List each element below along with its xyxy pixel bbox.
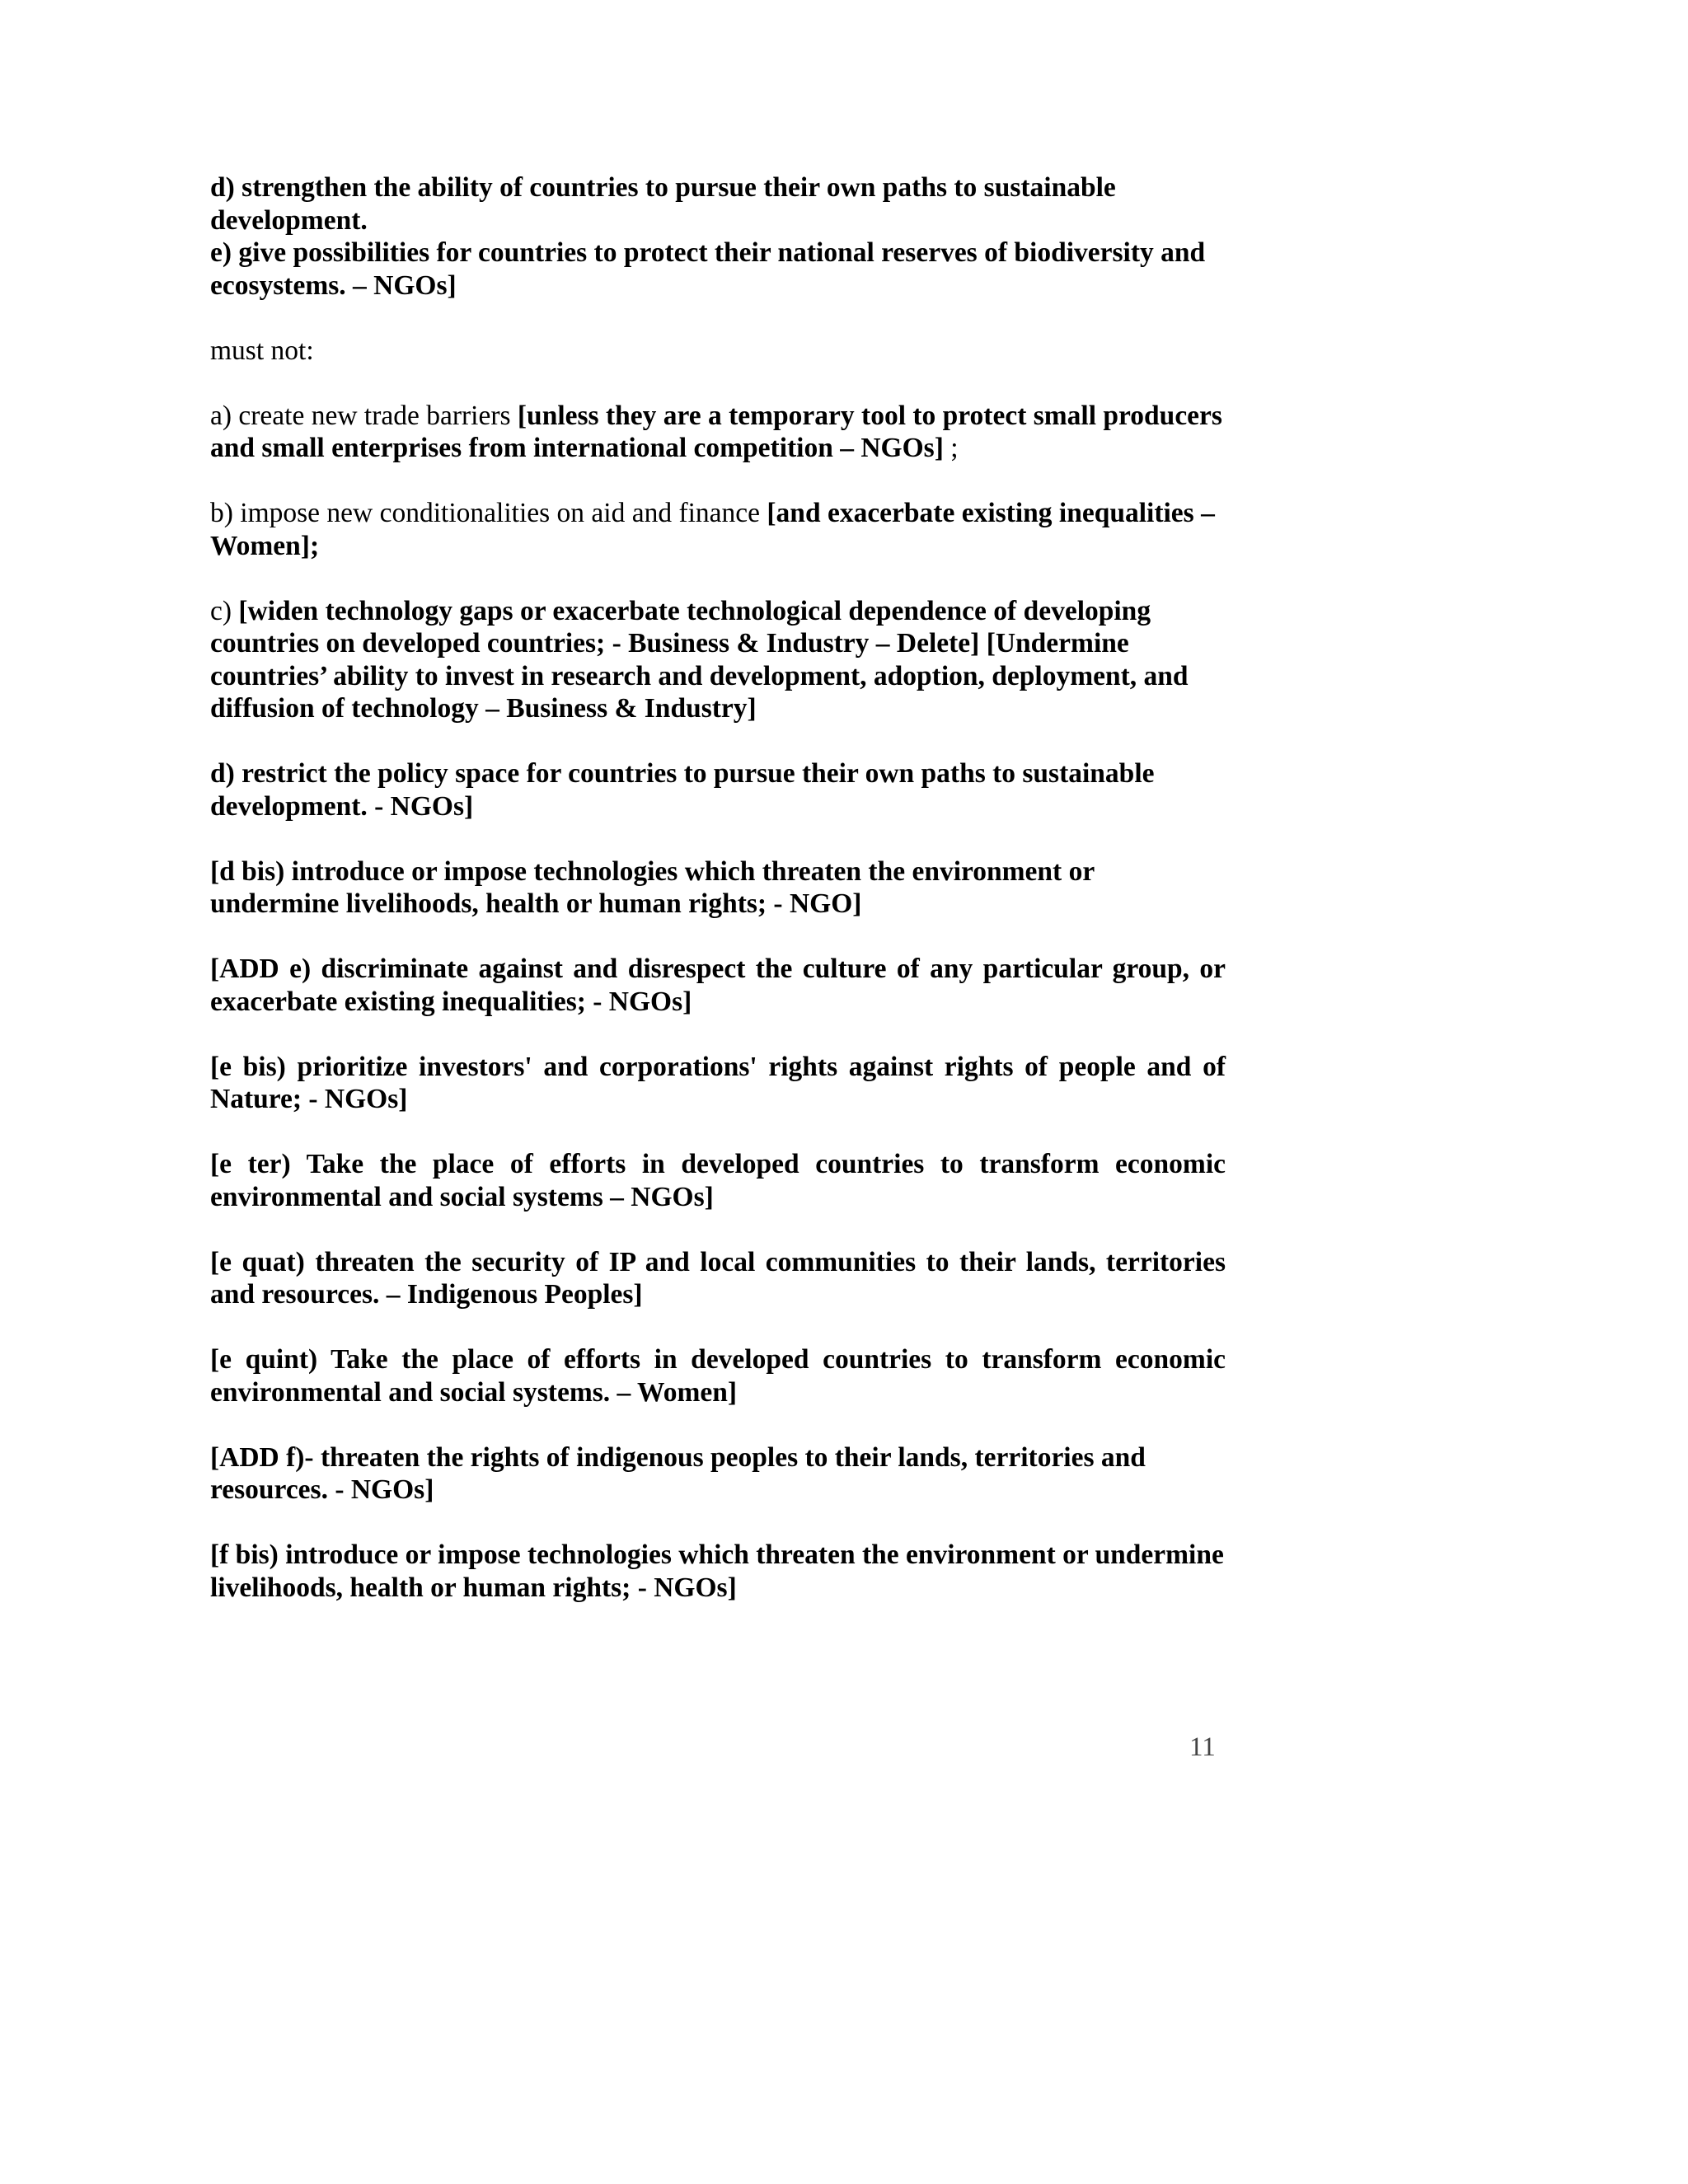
paragraph-text-insert: [unless they are a temporary tool to protect small producers and small enterprises from international competition – NGOs] — [210, 400, 1222, 463]
document-body — [210, 171, 1226, 1637]
paragraph-d-bis — [210, 855, 1226, 921]
paragraph-text-plain: ; — [943, 433, 959, 463]
paragraph-add-f — [210, 1441, 1226, 1507]
paragraph-f-bis — [210, 1539, 1226, 1604]
paragraph-text: e) give possibilities for countries to protect their national reserves of biodiversity and ecosystems. – NGOs] — [210, 237, 1206, 301]
paragraph-must-not — [210, 335, 1226, 368]
paragraph-d-strengthen — [210, 171, 1226, 237]
paragraph-text: d) strengthen the ability of countries to pursue their own paths to sustainable development. — [210, 172, 1116, 236]
paragraph-text: [e bis) prioritize investors' and corporations' rights against rights of people and of Nature; - NGOs] — [210, 1051, 1226, 1114]
page-number: 11 — [1189, 1732, 1216, 1762]
paragraph-b-conditionalities — [210, 497, 1226, 562]
paragraph-e-give-possibilities — [210, 237, 1226, 302]
paragraph-text-insert: [widen technology gaps or exacerbate technological dependence of developing countries on developed countries; - Business & Industry – Delete] [Undermine countries’ ability to invest in research and development, adoption, deployment, and diffusion of technology – Business & Industry] — [210, 595, 1189, 724]
paragraph-text-plain: a) create new trade barriers — [210, 400, 518, 431]
paragraph-c-technology-gaps — [210, 595, 1226, 725]
paragraph-text: [d bis) introduce or impose technologies which threaten the environment or undermine livelihoods, health or human rights; - NGO] — [210, 855, 1095, 919]
paragraph-text-insert: [and exacerbate existing inequalities – Women]; — [210, 498, 1215, 561]
paragraph-text: [e ter) Take the place of efforts in developed countries to transform economic environmental and social systems – NGOs] — [210, 1149, 1226, 1212]
paragraph-e-quint — [210, 1343, 1226, 1408]
paragraph-add-e — [210, 953, 1226, 1018]
paragraph-text: must not: — [210, 335, 314, 366]
paragraph-text-plain: c) — [210, 595, 239, 626]
paragraph-e-ter — [210, 1148, 1226, 1213]
paragraph-text: [ADD e) discriminate against and disrespect the culture of any particular group, or exacerbate existing inequalities; - NGOs] — [210, 954, 1226, 1017]
paragraph-e-quat — [210, 1246, 1226, 1311]
paragraph-e-bis — [210, 1051, 1226, 1116]
paragraph-a-trade-barriers — [210, 400, 1226, 465]
paragraph-text: [e quat) threaten the security of IP and local communities to their lands, territories and resources. – Indigenous Peoples] — [210, 1246, 1226, 1310]
paragraph-text-plain: b) impose new conditionalities on aid and finance — [210, 498, 767, 528]
paragraph-text: [ADD f)- threaten the rights of indigenous peoples to their lands, territories and resources. - NGOs] — [210, 1441, 1146, 1505]
paragraph-text: d) restrict the policy space for countries to pursue their own paths to sustainable development. - NGOs] — [210, 758, 1155, 822]
paragraph-text: [f bis) introduce or impose technologies which threaten the environment or undermine livelihoods, health or human rights; - NGOs] — [210, 1540, 1224, 1603]
paragraph-text: [e quint) Take the place of efforts in developed countries to transform economic environmental and social systems. – Women] — [210, 1344, 1226, 1408]
paragraph-d-restrict-policy-space — [210, 757, 1226, 823]
